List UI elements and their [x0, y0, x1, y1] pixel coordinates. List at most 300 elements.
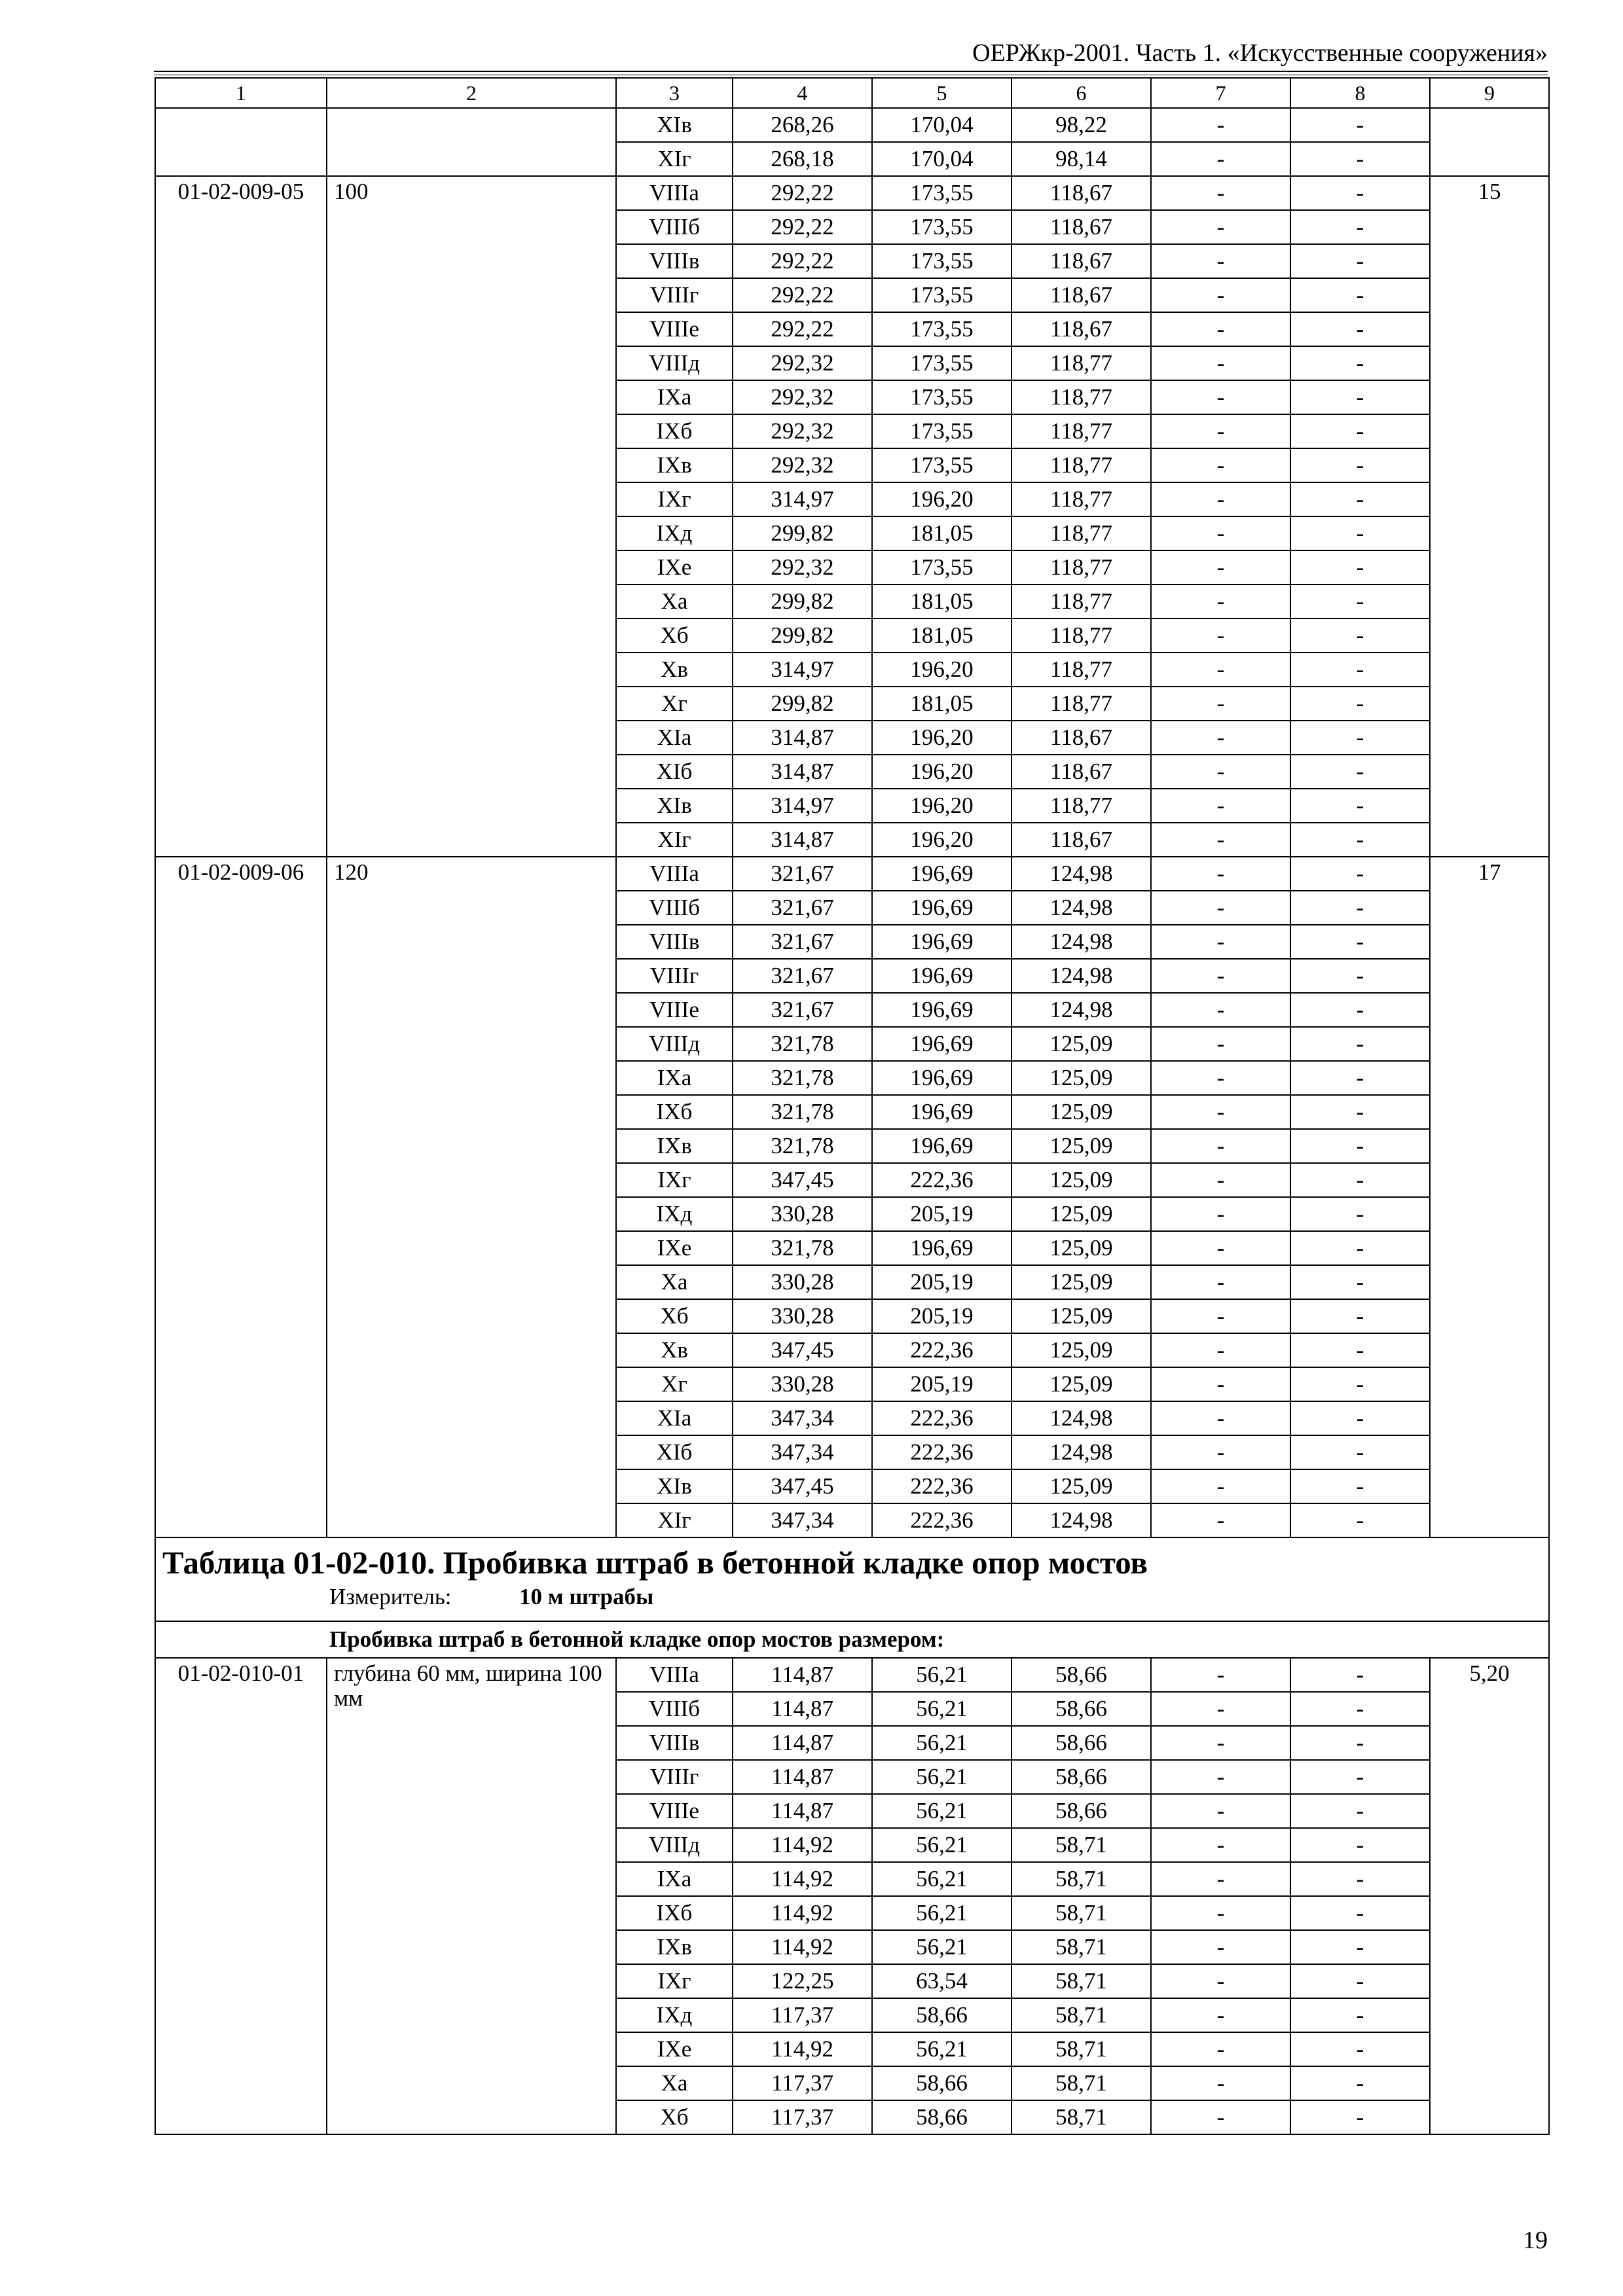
table-cell: -	[1290, 1964, 1430, 1998]
table-cell: -	[1290, 550, 1430, 584]
table-cell: -	[1290, 1401, 1430, 1435]
table-cell: 292,22	[733, 176, 872, 210]
table-cell: 268,18	[733, 142, 872, 176]
table-cell: -	[1290, 1896, 1430, 1930]
table-cell: 321,67	[733, 891, 872, 925]
table-cell: 118,67	[1012, 278, 1151, 312]
page-header: ОЕРЖкр-2001. Часть 1. «Искусственные сооружения»	[972, 39, 1548, 67]
table-cell: 58,66	[872, 2100, 1012, 2134]
table-cell: -	[1151, 1265, 1290, 1299]
table-title-row	[155, 1537, 1549, 1621]
table-cell: 125,09	[1012, 1469, 1151, 1503]
table-cell: Xб	[616, 619, 733, 653]
table-cell: 196,20	[872, 721, 1012, 755]
table-cell: IXе	[616, 2032, 733, 2066]
table-cell: -	[1290, 619, 1430, 653]
table-cell: 196,69	[872, 1061, 1012, 1095]
table-cell: 321,78	[733, 1095, 872, 1129]
table-cell: -	[1290, 482, 1430, 516]
table-cell: 125,09	[1012, 1299, 1151, 1333]
table-cell: 58,66	[872, 2066, 1012, 2100]
table-cell: 347,34	[733, 1401, 872, 1435]
table-cell: -	[1151, 1930, 1290, 1964]
table-cell: -	[1290, 584, 1430, 619]
table-cell: -	[1151, 1862, 1290, 1896]
table-cell: 118,77	[1012, 584, 1151, 619]
table-cell: -	[1151, 142, 1290, 176]
table-cell: 299,82	[733, 584, 872, 619]
table-cell: -	[1151, 1299, 1290, 1333]
table-cell: 173,55	[872, 448, 1012, 482]
table-cell: 125,09	[1012, 1265, 1151, 1299]
table-cell: -	[1290, 380, 1430, 414]
table-cell: 56,21	[872, 1692, 1012, 1726]
table-cell: VIIIе	[616, 1794, 733, 1828]
table-cell: VIIIб	[616, 1692, 733, 1726]
table-cell: 118,67	[1012, 823, 1151, 857]
table-cell: VIIIе	[616, 312, 733, 346]
table-cell: XIб	[616, 1435, 733, 1469]
table-cell: XIб	[616, 755, 733, 789]
table-cell: -	[1290, 1726, 1430, 1760]
table-cell: 01-02-010-01	[155, 1658, 327, 2134]
table-cell: -	[1151, 993, 1290, 1027]
table-cell: 321,67	[733, 959, 872, 993]
table-cell: -	[1151, 108, 1290, 142]
table-cell: 125,09	[1012, 1231, 1151, 1265]
table-cell: -	[1151, 789, 1290, 823]
meter-line	[162, 1583, 1542, 1611]
table-cell: 118,77	[1012, 653, 1151, 687]
table-cell: -	[1151, 1692, 1290, 1726]
table-cell: -	[1290, 1197, 1430, 1231]
table-cell: 2	[327, 78, 616, 108]
table-cell: 118,67	[1012, 176, 1151, 210]
table-cell: 118,67	[1012, 244, 1151, 278]
table-cell: 118,67	[1012, 210, 1151, 244]
table-cell: 58,71	[1012, 1930, 1151, 1964]
table-cell: -	[1151, 1333, 1290, 1367]
table-cell: -	[1151, 550, 1290, 584]
table-cell: 173,55	[872, 380, 1012, 414]
table-cell: 222,36	[872, 1503, 1012, 1537]
table-cell: 330,28	[733, 1299, 872, 1333]
table-cell: -	[1290, 1333, 1430, 1367]
table-cell: VIIIа	[616, 857, 733, 891]
table-cell: 114,87	[733, 1760, 872, 1794]
table-cell: -	[1151, 1998, 1290, 2032]
table-cell: -	[1290, 1299, 1430, 1333]
table-cell: 7	[1151, 78, 1290, 108]
table-cell: -	[1290, 891, 1430, 925]
table-cell: 56,21	[872, 2032, 1012, 2066]
price-table-body	[155, 78, 1549, 2134]
table-cell: -	[1151, 210, 1290, 244]
table-cell: 222,36	[872, 1333, 1012, 1367]
table-cell: 321,78	[733, 1231, 872, 1265]
table-cell: -	[1290, 2032, 1430, 2066]
table-cell: -	[1290, 176, 1430, 210]
table-cell: -	[1290, 993, 1430, 1027]
table-cell: 181,05	[872, 687, 1012, 721]
table-cell: XIа	[616, 721, 733, 755]
table-cell: -	[1290, 1163, 1430, 1197]
table-cell: 118,67	[1012, 721, 1151, 755]
table-cell: VIIIб	[616, 210, 733, 244]
table-cell: 299,82	[733, 619, 872, 653]
table-cell: -	[1151, 516, 1290, 550]
table-cell: IXб	[616, 414, 733, 448]
table-cell: 01-02-009-06	[155, 857, 327, 1537]
table-cell: -	[1151, 925, 1290, 959]
table-cell: 118,77	[1012, 380, 1151, 414]
table-cell: -	[1151, 380, 1290, 414]
table-cell: 58,71	[1012, 1828, 1151, 1862]
table-cell: 118,77	[1012, 619, 1151, 653]
table-cell: -	[1290, 653, 1430, 687]
table-cell: 196,69	[872, 1231, 1012, 1265]
table-cell: -	[1151, 2100, 1290, 2134]
table-cell: -	[1290, 448, 1430, 482]
meter-value: 10 м штрабы	[519, 1584, 654, 1609]
table-cell: 173,55	[872, 414, 1012, 448]
table-cell: 173,55	[872, 210, 1012, 244]
table-cell: IXд	[616, 516, 733, 550]
table-cell: -	[1151, 244, 1290, 278]
table-cell: 314,87	[733, 755, 872, 789]
table-cell: 196,69	[872, 1129, 1012, 1163]
table-cell: 118,77	[1012, 414, 1151, 448]
table-cell: 58,66	[872, 1998, 1012, 2032]
table-cell: -	[1151, 1231, 1290, 1265]
table-cell: 124,98	[1012, 959, 1151, 993]
table-cell: -	[1151, 1964, 1290, 1998]
table-cell: 15	[1430, 176, 1549, 857]
table-cell: -	[1151, 278, 1290, 312]
table-cell: 314,87	[733, 823, 872, 857]
table-cell: XIв	[616, 789, 733, 823]
table-cell: -	[1151, 1027, 1290, 1061]
table-cell: 125,09	[1012, 1129, 1151, 1163]
table-cell: IXб	[616, 1896, 733, 1930]
table-cell: Xб	[616, 2100, 733, 2134]
table-cell: -	[1290, 721, 1430, 755]
table-cell: -	[1151, 857, 1290, 891]
table-cell: 118,77	[1012, 516, 1151, 550]
table-cell: XIв	[616, 108, 733, 142]
table-cell: 56,21	[872, 1658, 1012, 1692]
table-cell: 58,71	[1012, 1896, 1151, 1930]
table-cell: -	[1290, 1998, 1430, 2032]
table-cell: -	[1290, 687, 1430, 721]
table-cell: Xа	[616, 584, 733, 619]
table-cell: 5,20	[1430, 1658, 1549, 2134]
table-cell: VIIIд	[616, 346, 733, 380]
table-cell: XIг	[616, 823, 733, 857]
table-cell: IXе	[616, 550, 733, 584]
table-cell: 181,05	[872, 516, 1012, 550]
table-cell: 58,71	[1012, 2032, 1151, 2066]
table-cell: 292,22	[733, 278, 872, 312]
table-cell: IXе	[616, 1231, 733, 1265]
table-cell: -	[1151, 1794, 1290, 1828]
table-cell: 125,09	[1012, 1095, 1151, 1129]
table-cell: 170,04	[872, 108, 1012, 142]
table-cell: -	[1151, 1095, 1290, 1129]
table-cell: 58,66	[1012, 1658, 1151, 1692]
table-cell: 125,09	[1012, 1061, 1151, 1095]
table-cell: 181,05	[872, 584, 1012, 619]
table-cell: 58,71	[1012, 2100, 1151, 2134]
table-cell: -	[1151, 1197, 1290, 1231]
table-cell: 321,78	[733, 1061, 872, 1095]
table-cell: 222,36	[872, 1469, 1012, 1503]
table-cell: 314,87	[733, 721, 872, 755]
table-cell: -	[1290, 312, 1430, 346]
table-cell: 196,20	[872, 482, 1012, 516]
table-cell: 125,09	[1012, 1197, 1151, 1231]
table-cell: 299,82	[733, 687, 872, 721]
table-cell: Xв	[616, 653, 733, 687]
table-cell: 98,14	[1012, 142, 1151, 176]
table-cell: -	[1290, 142, 1430, 176]
table-cell: глубина 60 мм, ширина 100 мм	[327, 1658, 616, 2134]
table-cell: -	[1151, 823, 1290, 857]
table-cell: -	[1290, 1658, 1430, 1692]
table-cell: VIIIв	[616, 925, 733, 959]
table-cell: -	[1151, 619, 1290, 653]
table-title-cell	[155, 1537, 1549, 1621]
table-cell: -	[1290, 1692, 1430, 1726]
table-cell: 114,87	[733, 1726, 872, 1760]
table-cell: 292,32	[733, 448, 872, 482]
table-cell: 222,36	[872, 1163, 1012, 1197]
table-cell: -	[1151, 891, 1290, 925]
table-cell: -	[1290, 1095, 1430, 1129]
table-cell: -	[1151, 2066, 1290, 2100]
table-cell: 124,98	[1012, 1435, 1151, 1469]
table-cell: 124,98	[1012, 1503, 1151, 1537]
table-cell: -	[1151, 176, 1290, 210]
table-cell: 124,98	[1012, 993, 1151, 1027]
table-cell: 117,37	[733, 2066, 872, 2100]
table-cell: -	[1151, 1061, 1290, 1095]
table-cell: -	[1290, 823, 1430, 857]
table-cell: 1	[155, 78, 327, 108]
table-cell: -	[1290, 1760, 1430, 1794]
table-cell: 118,67	[1012, 312, 1151, 346]
table-cell: -	[1290, 755, 1430, 789]
table-title: Таблица 01-02-010. Пробивка штраб в бетонной кладке опор мостов	[162, 1545, 1148, 1581]
table-cell: 292,22	[733, 244, 872, 278]
table-row	[155, 1658, 1549, 1692]
table-cell: 347,45	[733, 1163, 872, 1197]
table-cell: Xа	[616, 1265, 733, 1299]
table-cell: -	[1151, 959, 1290, 993]
table-cell: IXг	[616, 1163, 733, 1197]
table-cell: 173,55	[872, 176, 1012, 210]
table-cell: 114,87	[733, 1794, 872, 1828]
table-cell: 196,69	[872, 891, 1012, 925]
table-cell: 124,98	[1012, 857, 1151, 891]
table-cell: 205,19	[872, 1367, 1012, 1401]
table-cell: 292,22	[733, 312, 872, 346]
table-cell: 125,09	[1012, 1027, 1151, 1061]
table-cell: VIIIд	[616, 1828, 733, 1862]
table-cell: 347,45	[733, 1333, 872, 1367]
table-cell: 125,09	[1012, 1163, 1151, 1197]
table-cell: VIIIг	[616, 959, 733, 993]
table-cell: -	[1151, 448, 1290, 482]
table-cell: 196,69	[872, 1095, 1012, 1129]
table-cell: XIг	[616, 142, 733, 176]
table-cell: 292,32	[733, 414, 872, 448]
table-cell: -	[1290, 1129, 1430, 1163]
table-cell: 56,21	[872, 1930, 1012, 1964]
table-cell: VIIIе	[616, 993, 733, 1027]
table-cell: -	[1290, 1265, 1430, 1299]
table-cell: 124,98	[1012, 925, 1151, 959]
table-cell: 120	[327, 857, 616, 1537]
table-cell: IXд	[616, 1998, 733, 2032]
table-cell: 124,98	[1012, 891, 1151, 925]
table-cell: 114,92	[733, 1930, 872, 1964]
table-cell: 117,37	[733, 1998, 872, 2032]
table-cell: -	[1290, 2100, 1430, 2134]
table-cell: 56,21	[872, 1828, 1012, 1862]
table-cell: -	[1290, 516, 1430, 550]
table-cell: -	[1151, 721, 1290, 755]
table-cell: 222,36	[872, 1435, 1012, 1469]
table-cell: -	[1290, 244, 1430, 278]
table-cell: 114,92	[733, 1896, 872, 1930]
table-cell	[155, 108, 327, 176]
table-cell: 196,69	[872, 857, 1012, 891]
section-subheader: Пробивка штраб в бетонной кладке опор мостов размером:	[155, 1621, 1549, 1658]
table-cell: XIв	[616, 1469, 733, 1503]
table-cell	[327, 108, 616, 176]
table-cell: 292,22	[733, 210, 872, 244]
table-cell: 58,66	[1012, 1760, 1151, 1794]
table-cell: 58,71	[1012, 1998, 1151, 2032]
table-cell: 205,19	[872, 1197, 1012, 1231]
table-cell: -	[1290, 1862, 1430, 1896]
table-cell: -	[1151, 1828, 1290, 1862]
table-cell: 118,77	[1012, 448, 1151, 482]
table-cell: 6	[1012, 78, 1151, 108]
table-cell: 98,22	[1012, 108, 1151, 142]
table-cell: 56,21	[872, 1896, 1012, 1930]
table-cell: -	[1151, 1367, 1290, 1401]
table-cell: -	[1290, 210, 1430, 244]
table-cell: 292,32	[733, 346, 872, 380]
table-cell: -	[1151, 584, 1290, 619]
table-cell: VIIIа	[616, 1658, 733, 1692]
table-cell: 314,97	[733, 789, 872, 823]
table-cell: 17	[1430, 857, 1549, 1537]
table-cell: 321,67	[733, 925, 872, 959]
table-cell: -	[1290, 2066, 1430, 2100]
table-cell: 205,19	[872, 1299, 1012, 1333]
table-cell: -	[1151, 755, 1290, 789]
table-cell: IXв	[616, 448, 733, 482]
table-cell: IXб	[616, 1095, 733, 1129]
table-cell: Xб	[616, 1299, 733, 1333]
table-cell: VIIIв	[616, 244, 733, 278]
table-cell: 117,37	[733, 2100, 872, 2134]
table-cell: -	[1151, 653, 1290, 687]
table-cell: 100	[327, 176, 616, 857]
table-cell: Xг	[616, 687, 733, 721]
table-cell: -	[1290, 108, 1430, 142]
table-cell: -	[1290, 1469, 1430, 1503]
table-cell: IXв	[616, 1129, 733, 1163]
table-cell: -	[1290, 1231, 1430, 1265]
table-cell: -	[1290, 1794, 1430, 1828]
table-cell: 347,45	[733, 1469, 872, 1503]
table-cell: 125,09	[1012, 1333, 1151, 1367]
table-cell: -	[1290, 1027, 1430, 1061]
subheader-row	[155, 1621, 1549, 1658]
table-cell: VIIIа	[616, 176, 733, 210]
table-cell: 330,28	[733, 1197, 872, 1231]
table-cell: -	[1151, 482, 1290, 516]
meter-label: Измеритель:	[329, 1584, 452, 1609]
table-cell: 56,21	[872, 1794, 1012, 1828]
table-cell: -	[1151, 346, 1290, 380]
table-cell: 118,77	[1012, 789, 1151, 823]
table-row	[155, 108, 1549, 142]
table-cell: -	[1151, 1129, 1290, 1163]
table-cell: -	[1151, 1401, 1290, 1435]
table-cell: -	[1290, 1828, 1430, 1862]
table-cell: 9	[1430, 78, 1549, 108]
table-cell: -	[1151, 1163, 1290, 1197]
table-cell: -	[1151, 1726, 1290, 1760]
table-cell: 330,28	[733, 1367, 872, 1401]
table-cell: 58,66	[1012, 1794, 1151, 1828]
table-cell: VIIIг	[616, 278, 733, 312]
table-cell: -	[1151, 1658, 1290, 1692]
table-cell: 292,32	[733, 380, 872, 414]
table-cell: 181,05	[872, 619, 1012, 653]
table-cell: 63,54	[872, 1964, 1012, 1998]
price-table	[155, 77, 1550, 2135]
table-cell: 173,55	[872, 346, 1012, 380]
column-number-row	[155, 78, 1549, 108]
table-cell: -	[1290, 346, 1430, 380]
table-cell: 58,66	[1012, 1726, 1151, 1760]
table-cell: 114,87	[733, 1658, 872, 1692]
table-cell: 314,97	[733, 482, 872, 516]
table-cell: 5	[872, 78, 1012, 108]
table-cell: 118,77	[1012, 550, 1151, 584]
table-cell: IXг	[616, 1964, 733, 1998]
table-cell: 56,21	[872, 1760, 1012, 1794]
table-cell: 268,26	[733, 108, 872, 142]
table-cell: Xг	[616, 1367, 733, 1401]
table-cell: 314,97	[733, 653, 872, 687]
table-cell: Xа	[616, 2066, 733, 2100]
table-cell: -	[1151, 2032, 1290, 2066]
page-number: 19	[1523, 2227, 1548, 2254]
table-cell: -	[1290, 1930, 1430, 1964]
table-cell: 196,69	[872, 1027, 1012, 1061]
table-cell: 56,21	[872, 1726, 1012, 1760]
table-cell: 196,69	[872, 959, 1012, 993]
table-cell: 330,28	[733, 1265, 872, 1299]
table-cell: 118,77	[1012, 687, 1151, 721]
